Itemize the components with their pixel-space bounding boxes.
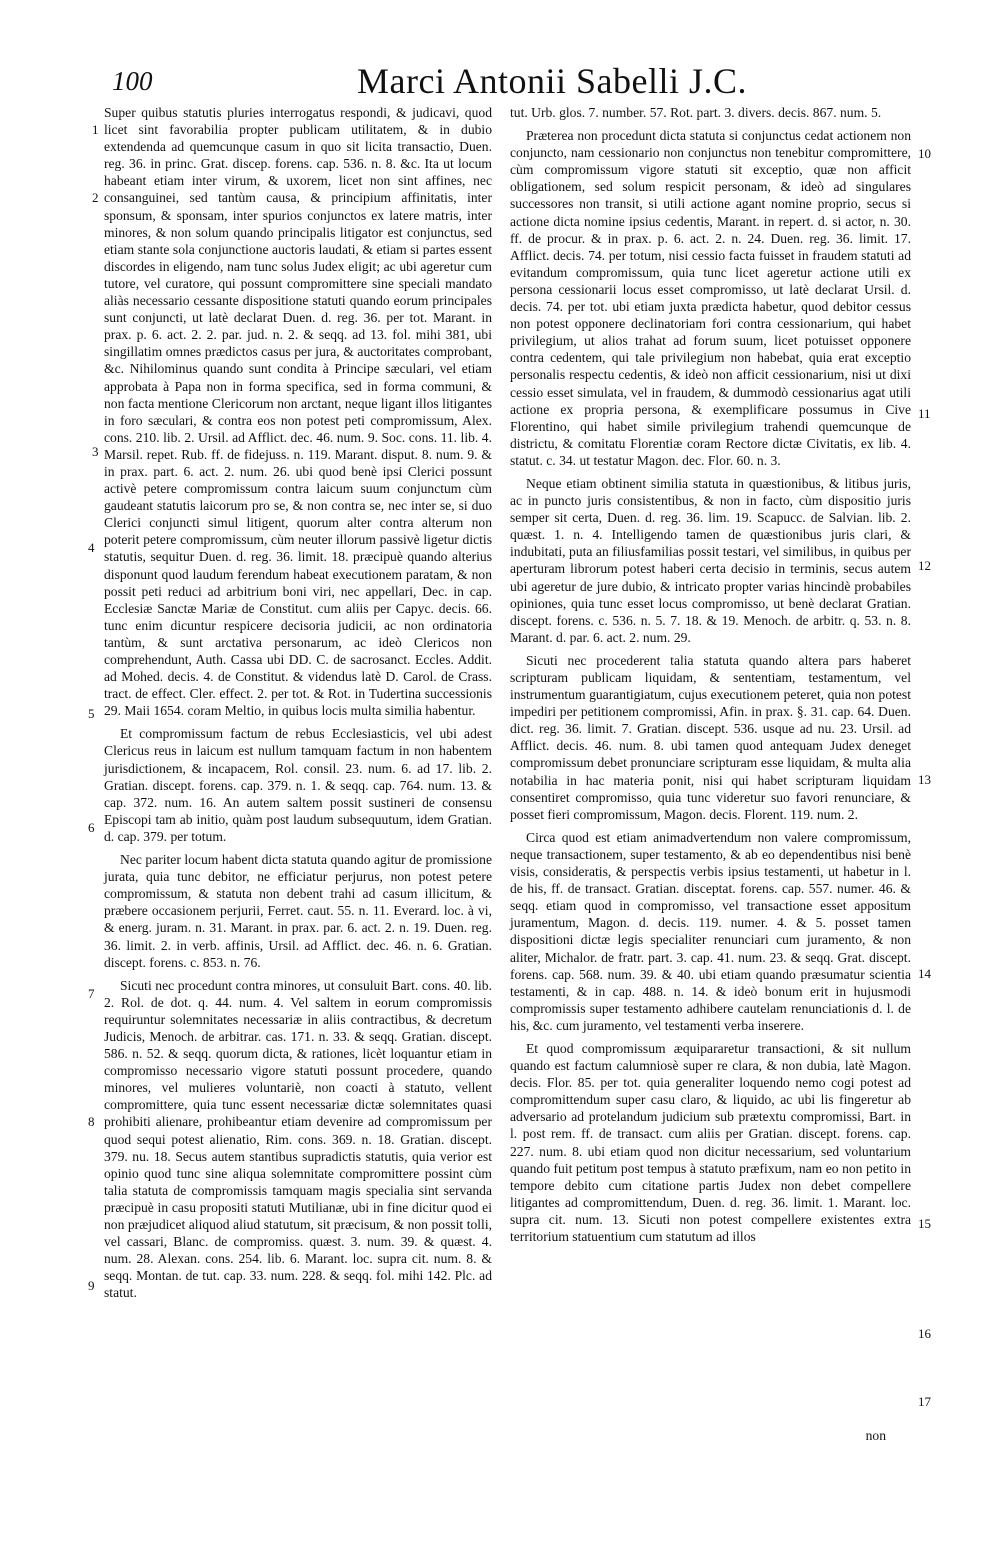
margin-number: 3 (92, 444, 99, 459)
margin-number: 1 (92, 122, 99, 137)
margin-number: 10 (918, 146, 931, 161)
paragraph: Circa quod est etiam animadvertendum non valere compromissum, neque transactionem, super testamento, & ab eo dependentibus nisi benè visis, consideratis, & perspectis verbis ipsius testamenti, ut habetur in l. de his, ff. de transact. Gratian. disceptat. forens. cap. 557. numer. 46. & seqq. etiam quod in compromisso, vel transactione esset appositum juramentum, Magon. d. decis. 119. numer. 4. & 5. posset tamen dispositioni dictæ legis specialiter renunciari cum juramento, & non aliter, Michalor. de fratr. part. 3. cap. 41. num. 23. & seqq. Grat. discept. forens. cap. 568. num. 39. & 40. ubi etiam quando præsumatur scientia testamenti, & in cap. 488. n. 14. & ideò bonum erit in hujusmodi compromissis super testamento adhibere cautelam renunciationis d. l. de his, &c. cum juramento, vel testamenti verba inserere. (510, 829, 911, 1033)
margin-number: 11 (918, 406, 931, 421)
paragraph: Super quibus statutis pluries interrogatus respondi, & judicavi, quod licet sint favorabilia propter publicam utilitatem, & in dubio extendenda ad quemcunque casum in quo sit licita transactio, Duen. reg. 36. in princ. Grat. discep. forens. cap. 536. n. 8. &c. Ita ut locum habeant etiam inter virum, & uxorem, licet non sint affines, nec consanguinei, sed tantùm causa, & principium affinitatis, inter sponsum, & sponsam, inter spurios conjunctos ex latere matris, inter minores, & non solum quando principalis litigator est conjunctus, sed etiam stante sola conjunctione auctoris laudati, & etiam si partes essent discordes in eligendo, nam tunc solus Judex eligit; ac ubi ageretur cum tutore, vel curatore, qui possunt compromittere sine speciali mandato aliàs necessario cessante dispositione statuti quando eorum principales sunt conjuncti, ut latè declarat Duen. d. reg. 36. per tot. Marant. in prax. p. 6. act. 2. 2. par. jud. n. 2. & seqq. ad 13. fol. mihi 381, ubi singillatim omnes prædictos casus per jura, & auctoritates comprobant, &c. Nihilominus quando sunt condita à Principe sæculari, vel etiam approbata à Papa non in forma specifica, sed in forma communi, & non facta mentione Clericorum non arctant, neque ligant illos litigantes in foro sæculari, & contra eos non potest peti compromissum, Alex. cons. 210. lib. 2. Ursil. ad Afflict. dec. 46. num. 9. Soc. cons. 11. lib. 4. Marsil. repet. Rub. ff. de fidejuss. n. 119. Marant. disput. 8. num. 9. & in prax. part. 6. act. 2. num. 26. ubi quod benè ipsi Clerici possunt activè petere compromissum contra laicum suum conjunctum cùm gaudeant statutis laicorum pro se, & non contra se, nec inter se, si duo Clerici conjuncti simul litigent, quorum alter contra alterum non poterit petere compromissum, cùm neuter illorum passivè ligetur dictis statutis, sequitur Duen. d. reg. 36. limit. 18. præcipuè quando alterius disponunt quod laudum ferendum habeat executionem paratam, & non possit peti reduci ad arbitrium boni viri, nec appellari, Dec. in cap. Ecclesiæ Sanctæ Mariæ de Constitut. cum aliis per Capyc. decis. 66. tunc enim dicuntur respicere decisoria judicii, ac non ordinatoria tantùm, & sunt arctativa personarum, ac ideò Clericos non comprehendunt, Auth. Cassa ubi DD. C. de sacrosanct. Eccles. Addit. ad Mohed. decis. 4. de Constitut. & videndus latè D. Carol. de Crass. tract. de effect. Cler. effect. 2. per tot. & Rot. in Tudertina successionis 29. Maii 1654. coram Meltio, in quibus locis multa similia habentur. (104, 105, 492, 719)
paragraph: Et quod compromissum æquipararetur transactioni, & sit nullum quando est factum calumniosè super re clara, & non dubia, latè Magon. decis. Flor. 85. per tot. quia generaliter loquendo nemo cogi potest ad compromittendum super casu claro, & liquido, ac ubi lis fingeretur ab adversario ad protelandum judicium sub prætextu compromissi, Bart. in l. post rem. ff. de transact. cum aliis per Gratian. discept. forens. cap. 227. num. 8. ubi etiam quod non dicitur necessarium, sed voluntarium quando fuit petitum post tempus à statuto præfixum, nam eo non petito in tempore debito cum citatione partis Judex non debet compellere litigantes ad compromittendum, Duen. d. reg. 36. limit. 1. Marant. loc. supra cit. num. 13. Sicuti non potest compellere existentes extra territorium statuentium cum statutum ad illos (510, 1040, 911, 1244)
margin-number: 6 (88, 820, 95, 835)
margin-number: 9 (88, 1278, 95, 1293)
page-header (0, 60, 1000, 104)
margin-number: 17 (918, 1394, 931, 1409)
left-column (104, 104, 492, 1307)
margin-number: 8 (88, 1114, 95, 1129)
margin-number: 4 (88, 540, 95, 555)
paragraph: Præterea non procedunt dicta statuta si conjunctus cedat actionem non conjuncto, nam cessionario non conjunctus non tenebitur compromittere, cùm compromissum vigore statuti sit exceptio, quæ non afficit obligationem, sed solum respicit personam, & ideò ad singulares successores non transit, si utili actione agant nomine proprio, secus si actione dicta nomine ipsius cedentis, Marant. in repert. d. si actor, n. 30. ff. de procur. & in prax. p. 6. act. 2. n. 24. Duen. reg. 36. limit. 17. Afflict. decis. 74. per totum, nisi cessio facta fuisset in fraudem statuti ad evitandum compromissum, quia tunc licet ageretur actione utili ex persona cessionarii locus esset compromisso, ut latè declarat Ursil. d. decis. 74. per tot. ubi etiam juxta prædicta habetur, quod debitor cessus non potest opponere declinatoriam fori contra cessionarium, qui habet privilegium, ut alios trahat ad forum suum, licet potuisset opponere contra cedentem, qui tale privilegium non habebat, quia erat exceptio personalis respectu cedentis, & ideò non afficit cessionarium, nisi ut dixi cessio esset simulata, vel in fraudem, & dummodò cessionarius agat utili actione ex propria persona, & exemplificare possumus in Cive Florentino, qui habet simile privilegium trahendi quemcunque de districtu, & comitatu Florentiæ coram Rectore dictæ Civitatis, ex lib. 4. statut. c. 34. ut testatur Magon. dec. Flor. 60. n. 3. (510, 128, 911, 468)
margin-number: 12 (918, 558, 931, 573)
running-title: Marci Antonii Sabelli J.C. (357, 61, 747, 101)
catchword: non (865, 1428, 886, 1443)
margin-number: 16 (918, 1326, 931, 1341)
margin-number: 15 (918, 1216, 931, 1231)
margin-number: 7 (88, 986, 95, 1001)
paragraph: Sicuti nec procedunt contra minores, ut consuluit Bart. cons. 40. lib. 2. Rol. de dot. q. 44. num. 4. Vel saltem in eorum compromissis requiruntur solemnitates necessariæ in aliis contractibus, & decretum Judicis, Menoch. de arbitrar. cas. 171. n. 33. & seqq. Gratian. discept. 586. n. 52. & seqq. quorum dicta, & rationes, licèt loquantur etiam in compromisso necessario vigore statuti possunt procedere, quando minores, vel mulieres voluntariè, non coacti à statuto, vellent compromittere, quia tunc essent necessariæ dictæ solemnitates quasi prohibiti alienare, prohibeantur etiam devenire ad compromissum per quod sequi potest alienatio, Rim. cons. 369. n. 18. Gratian. discept. 379. nu. 18. Secus autem stantibus supradictis statutis, quia verior est opinio quod tunc sine aliqua solemnitate compromittere possint cùm talia statuta de compromissis tamquam magis specialia sint servanda præcipuè in casu propositi statuti Mutilianæ, ubi in fine dicitur quod ei non præjudicet aliquod aliud statutum, sit præcisum, & non possit tolli, vel cassari, Blanc. de compromiss. quæst. 3. num. 39. & quæst. 4. num. 28. Alexan. cons. 254. lib. 6. Marant. loc. supra cit. num. 8. & seqq. Montan. de tut. cap. 33. num. 228. & seqq. fol. mihi 142. Plc. ad statut. (104, 977, 492, 1301)
margin-number: 14 (918, 966, 931, 981)
right-column (510, 104, 911, 1251)
paragraph: Nec pariter locum habent dicta statuta quando agitur de promissione jurata, quia tunc debitor, ne efficiatur perjurus, non potest petere compromissum, & statuta non debent trahi ad casum illicitum, & præbere occasionem perjurii, Ferret. caut. 55. n. 11. Everard. loc. à vi, & energ. juram. n. 31. Marant. in prax. par. 6. act. 2. n. 19. Duen. reg. 36. limit. 2. in verb. affinis, Ursil. ad Afflict. dec. 46. n. 6. Gratian. discept. forens. c. 853. n. 76. (104, 852, 492, 970)
page-number: 100 (112, 66, 153, 96)
paragraph: Sicuti nec procederent talia statuta quando altera pars haberet scripturam publicam liquidam, & sententiam, testamentum, vel instrumentum guarantigiatum, cujus executionem peteret, quia non potest impediri per petitionem compromissi, Afin. in prax. §. 31. cap. 64. Duen. dict. reg. 36. limit. 7. Gratian. discept. 536. usque ad nu. 23. Ursil. ad Afflict. decis. 46. num. 8. ubi tamen quod antequam Judex deneget compromissum debet pronunciare scripturam esse liquidam, & multa alia notabilia in hac materia ponit, nisi qui habet scripturam liquidam consentiret compromisso, quia tunc videretur suo favori renunciare, & posset fieri compromissum, Magon. decis. Florent. 119. num. 2. (510, 652, 911, 822)
paragraph: Et compromissum factum de rebus Ecclesiasticis, vel ubi adest Clericus reus in laicum est nullum tamquam factum in non habentem jurisdictionem, & incapacem, Rol. consil. 23. num. 6. ad 17. lib. 2. Gratian. discept. forens. cap. 379. n. 1. & seqq. cap. 764. num. 13. & cap. 372. num. 16. An autem saltem possit sustineri de consensu Episcopi tam ab initio, quàm post laudum subsequutum, idem Gratian. d. cap. 379. per totum. (104, 726, 492, 844)
margin-number: 5 (88, 706, 95, 721)
margin-number: 13 (918, 772, 931, 787)
paragraph: tut. Urb. glos. 7. number. 57. Rot. part. 3. divers. decis. 867. num. 5. (510, 105, 882, 120)
paragraph: Neque etiam obtinent similia statuta in quæstionibus, & litibus juris, ac in puncto juris consistentibus, & non in facto, cùm dispositio juris semper sit certa, Duen. d. reg. 36. lim. 19. Scapucc. de Salvian. lib. 2. quæst. 1. n. 4. Intelligendo tamen de quæstionibus juris clari, & indubitati, puta an filiusfamilias possit testari, vel similibus, in quibus per aperturam librorum potest haberi certa decisio in terminis, secus autem ubi ageretur de jure dubio, & intricato propter varias hincindè probabiles opiniones, quia tunc esset locus compromisso, ut benè declarat Gratian. discept. forens. c. 536. n. 5. 7. 18. & 19. Menoch. de arbitr. q. 53. n. 8. Marant. d. par. 6. act. 2. num. 29. (510, 475, 911, 645)
margin-number: 2 (92, 190, 99, 205)
